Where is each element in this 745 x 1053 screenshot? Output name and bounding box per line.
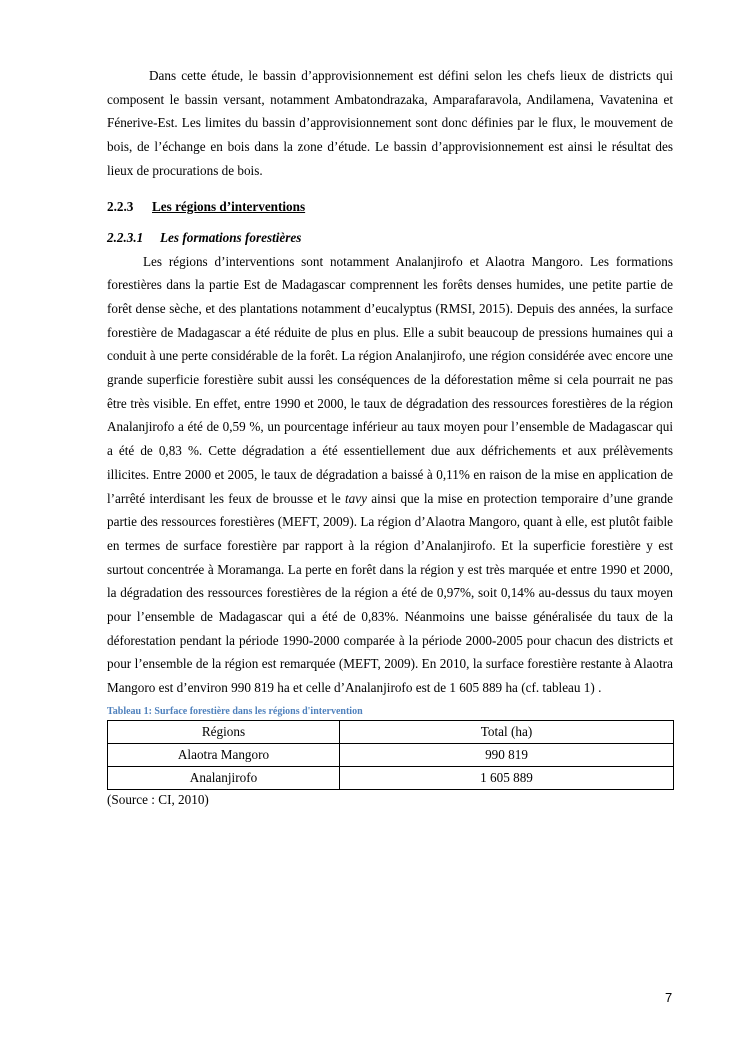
intro-paragraph: Dans cette étude, le bassin d’approvisionnement est défini selon les chefs lieux de districts qui composent le bassin versant, notamment Ambatondrazaka, Amparafaravola, Andilamena, Vavatenina et Fénerive-Est. Les limites du bassin d’approvisionnement sont donc définies par le flux, le mouvement de bois, de l’échange en bois dans la zone d’étude. Le bassin d’approvisionnement est ainsi le résultat des lieux de procurations de bois. <box>107 68 673 178</box>
table-header-row <box>108 720 674 743</box>
table-header-total: Total (ha) <box>340 720 674 743</box>
table-cell-region: Analanjirofo <box>108 766 340 789</box>
body-text-part1: Les régions d’interventions sont notamment Analanjirofo et Alaotra Mangoro. Les formations forestières dans la partie Est de Madagascar comprennent les forêts denses humides, une petite partie de forêt dense sèche, et des plantations notamment d’eucalyptus (RMSI, 2015). Depuis des années, la surface forestière de Madagascar a été réduite de plus en plus. Elle a subit beaucoup de pressions humaines qui a conduit à une perte considérable de la forêt. La région Analanjirofo, une région considérée avec encore une grande superficie forestière subit aussi les conséquences de la déforestation même si cela pourrait ne pas être très visible. En effet, entre 1990 et 2000, le taux de dégradation des ressources forestières de la région Analanjirofo a été de 0,59 %, un pourcentage inférieur au taux moyen pour l’ensemble de Madagascar qui a été de 0,83 %. Cette dégradation a été essentiellement due aux défrichements et aux prélèvements illicites. Entre 2000 et 2005, le taux de dégradation a baissé à 0,11% en raison de la mise en application de l’arrêté interdisant les feux de brousse et le <box>107 253 673 506</box>
table-header-regions: Régions <box>108 720 340 743</box>
subsection-heading <box>107 226 673 250</box>
table-row <box>108 743 674 766</box>
table-caption: Tableau 1: Surface forestière dans les régions d'intervention <box>107 705 363 717</box>
table-cell-region: Alaotra Mangoro <box>108 743 340 766</box>
section-number: 2.2.3 <box>107 198 134 214</box>
body-paragraph <box>107 250 673 700</box>
body-text-part2: ainsi que la mise en protection temporaire d’une grande partie des ressources forestières (MEFT, 2009). La région d’Alaotra Mangoro, quant à elle, est plutôt faible en termes de surface forestière par rapport à la région d’Analanjirofo. Et la superficie forestière y est surtout concentrée à Moramanga. La perte en forêt dans la région y est très marquée et entre 1990 et 2000, la dégradation des ressources forestières de la région a été de 0,97%, soit 0,14% au-dessus du taux moyen pour l’ensemble de Madagascar qui a été de 0,83%. Néanmoins une baisse généralisée du taux de la déforestation pendant la période 1990-2000 comparée à la période 2000-2005 pour chacun des districts et pour l’ensemble de la région est remarquée (MEFT, 2009). En 2010, la surface forestière restante à Alaotra Mangoro est d’environ 990 819 ha et celle d’Analanjirofo est de 1 605 889 ha (cf. tableau 1) . <box>107 490 673 696</box>
table-cell-total: 990 819 <box>340 743 674 766</box>
subsection-title: Les formations forestières <box>160 229 302 245</box>
table-source: (Source : CI, 2010) <box>107 791 209 807</box>
body-italic-word: tavy <box>345 490 367 506</box>
table-cell-total: 1 605 889 <box>340 766 674 789</box>
section-title: Les régions d’interventions <box>152 198 306 214</box>
document-page <box>107 64 673 809</box>
forest-surface-table <box>107 720 674 790</box>
section-heading <box>107 195 673 219</box>
table-row <box>108 766 674 789</box>
page-number: 7 <box>665 990 673 1005</box>
subsection-number: 2.2.3.1 <box>107 229 144 245</box>
